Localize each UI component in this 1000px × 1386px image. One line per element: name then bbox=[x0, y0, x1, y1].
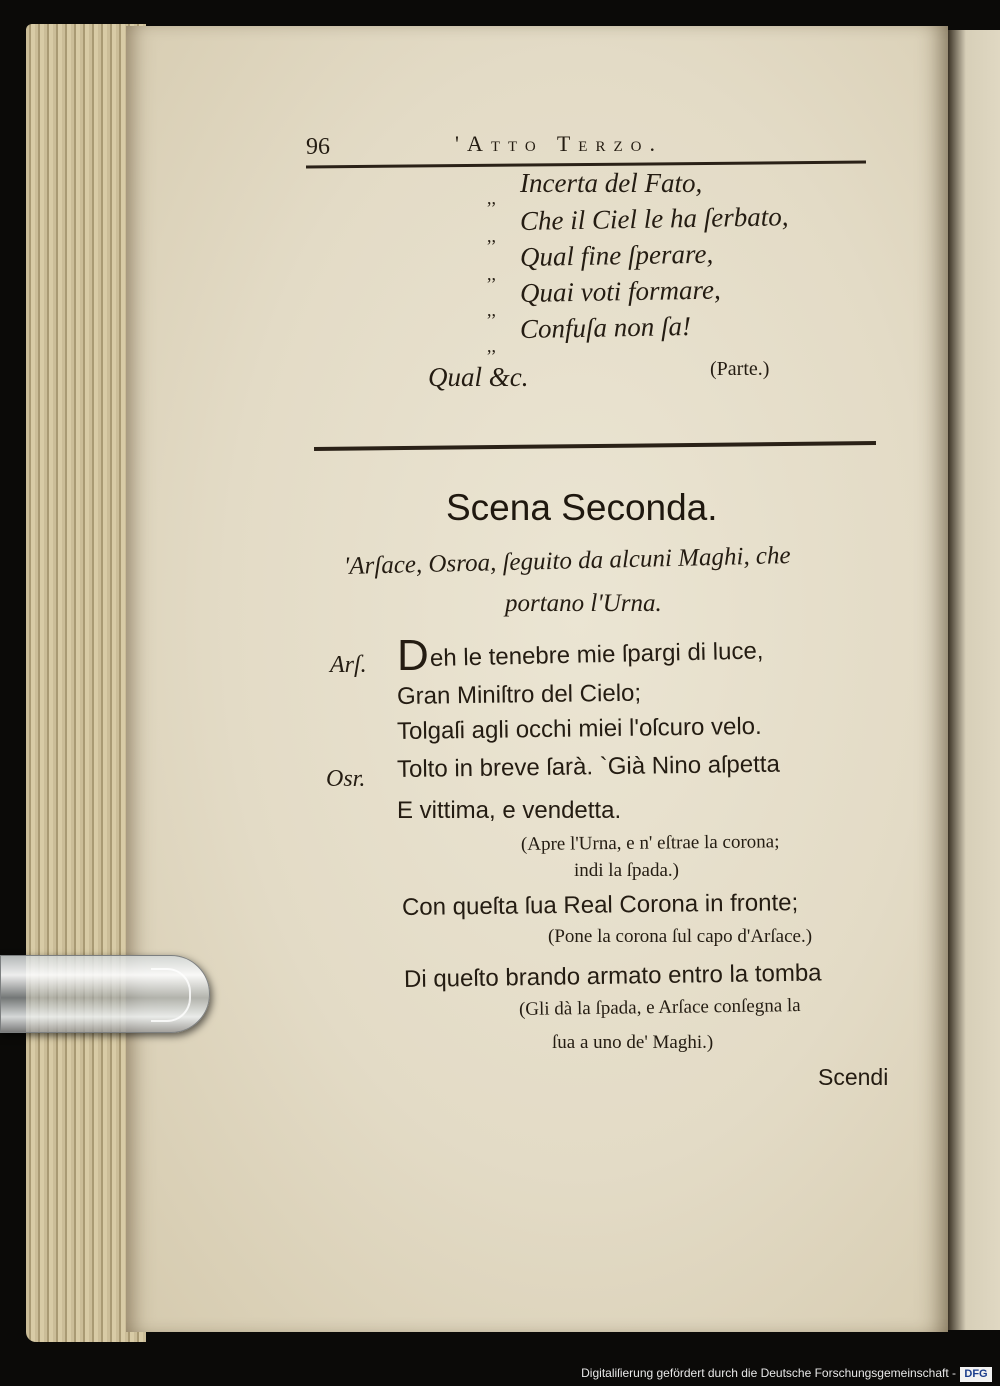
scene-title: Scena Seconda. bbox=[446, 487, 718, 528]
stage-direction-1a: (Apre l'Urna, e n' eſtrae la corona; bbox=[520, 831, 780, 855]
speaker-arsace: Arſ. bbox=[330, 652, 367, 678]
dialogue-line-7: Di queſto brando armato entro la tomba bbox=[403, 959, 822, 993]
exit-direction: (Parte.) bbox=[710, 358, 770, 380]
dialogue-line-3: Tolgaſi agli occhi miei l'oſcuro velo. bbox=[396, 712, 762, 745]
dialogue-line-2: Gran Miniſtro del Cielo; bbox=[396, 679, 642, 710]
dialogue-line-6: Con queſta ſua Real Corona in fronte; bbox=[401, 889, 799, 921]
quote-mark: ,, bbox=[487, 188, 496, 208]
verse-line-5: Confuſa non ſa! bbox=[519, 311, 692, 344]
quote-mark: ,, bbox=[487, 264, 496, 284]
drop-cap: D bbox=[397, 631, 429, 680]
quote-mark: ,, bbox=[487, 226, 496, 246]
verse-line-2: Che il Ciel le ha ſerbato, bbox=[519, 201, 789, 236]
stage-direction-2: (Pone la corona ſul capo d'Arſace.) bbox=[548, 926, 813, 947]
verse-line-4: Quai voti formare, bbox=[519, 274, 721, 308]
verse-line-3: Qual fine ſperare, bbox=[519, 238, 714, 272]
glass-page-weight bbox=[0, 955, 210, 1033]
speaker-osroa: Osr. bbox=[326, 766, 366, 792]
stage-direction-3a: (Gli dà la ſpada, e Arſace conſegna la bbox=[518, 995, 801, 1020]
characters-line-2: portano l'Urna. bbox=[505, 590, 662, 617]
dialogue-line-4: Tolto in breve ſarà. `Già Nino aſpetta bbox=[396, 750, 781, 783]
characters-line-1: 'Arſace, Osroa, ſeguito da alcuni Maghi, che bbox=[343, 542, 791, 580]
verse-line-1: Incerta del Fato, bbox=[520, 168, 703, 198]
stage-direction-1b: indi la ſpada.) bbox=[574, 860, 679, 881]
quote-mark: ,, bbox=[487, 336, 496, 356]
facing-page-edge bbox=[948, 30, 1000, 1330]
dialogue-line-1: eh le tenebre mie ſpargi di luce, bbox=[429, 637, 764, 672]
stage-direction-3b: ſua a uno de' Maghi.) bbox=[552, 1032, 714, 1053]
catchword: Scendi bbox=[818, 1064, 889, 1090]
dfg-logo: DFG bbox=[960, 1367, 992, 1382]
quote-mark: ,, bbox=[487, 300, 496, 320]
da-capo: Qual &c. bbox=[428, 362, 529, 392]
page-number: 96 bbox=[306, 134, 330, 160]
dialogue-line-5: E vittima, e vendetta. bbox=[397, 797, 622, 824]
digitization-credit: Digitaliſierung gefördert durch die Deutsche Forschungsgemeinschaft - bbox=[581, 1366, 956, 1380]
running-head: 'Atto Terzo. bbox=[455, 131, 663, 156]
glass-highlight bbox=[151, 968, 191, 1022]
